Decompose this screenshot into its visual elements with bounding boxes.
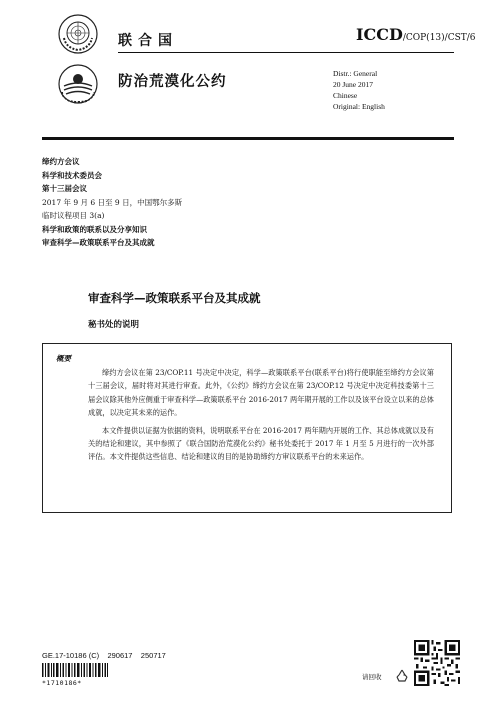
distribution-block <box>333 68 385 112</box>
convention-name: 防治荒漠化公约 <box>118 74 227 90</box>
recycle-label: 请回收 <box>362 673 382 681</box>
distr-language: Chinese <box>333 91 358 100</box>
document-title: 审查科学—政策联系平台及其成就 <box>88 291 261 305</box>
meta-line: 审查科学—政策联系平台及其成就 <box>42 238 155 247</box>
un-emblem-icon <box>58 14 98 54</box>
summary-label: 概要 <box>56 354 71 363</box>
summary-paragraph: 本文件提供以证据为依据的资料，说明联系平台在 2016-2017 两年期内开展的工作、其总体成就以及有关的结论和建议，其中参照了《联合国防治荒漠化公约》秘书处委托于 2017 年 1 月至 5 月进行的一次外部评估。本文件提供这些信息、结论和建议的目的是协助缔约方审议联系平台的未来运作。 <box>88 425 434 462</box>
summary-text <box>88 366 434 468</box>
recycle-icon <box>394 668 410 684</box>
meta-line: 临时议程项目 3(a) <box>42 211 105 220</box>
distr-date: 20 June 2017 <box>333 80 373 89</box>
symbol-suffix: /COP(13)/CST/6 <box>402 33 476 43</box>
distr-original: Original: English <box>333 102 385 111</box>
meta-line: 科学和政策的联系以及分享知识 <box>42 224 147 234</box>
header-rule <box>118 52 454 53</box>
distr-line: Distr.: General <box>333 69 378 78</box>
symbol-main: ICCD <box>356 25 403 44</box>
session-info <box>42 155 182 250</box>
qr-code-icon <box>414 640 460 686</box>
job-number: GE.17-10186 (C) 290617 250717 <box>42 651 166 660</box>
barcode-icon <box>42 663 108 677</box>
org-name: 联合国 <box>118 33 178 49</box>
document-symbol <box>356 25 476 44</box>
meta-line: 2017 年 9 月 6 日至 9 日，中国鄂尔多斯 <box>42 197 183 207</box>
summary-paragraph: 缔约方会议在第 23/COP.11 号决定中决定，科学—政策联系平台(联系平台)将行使职能至缔约方会议第十三届会议，届时将对其进行审查。此外，《公约》缔约方会议在第 23/COP.12 号决定中决定科技委第十三届会议除其他外应侧重于审查科学—政策联系平台 2016-2017 两年期开展的工作以及该平台设立以来的总体成就，以决定其未来的运作。 <box>88 368 434 418</box>
header-thick-rule <box>42 137 454 140</box>
document-subtitle: 秘书处的说明 <box>88 320 140 330</box>
meta-line: 科学和技术委员会 <box>42 170 102 180</box>
meta-line: 第十三届会议 <box>42 184 87 193</box>
unccd-emblem-icon <box>58 64 98 104</box>
meta-line: 缔约方会议 <box>42 157 80 166</box>
barcode-number: *1710186* <box>42 679 82 687</box>
